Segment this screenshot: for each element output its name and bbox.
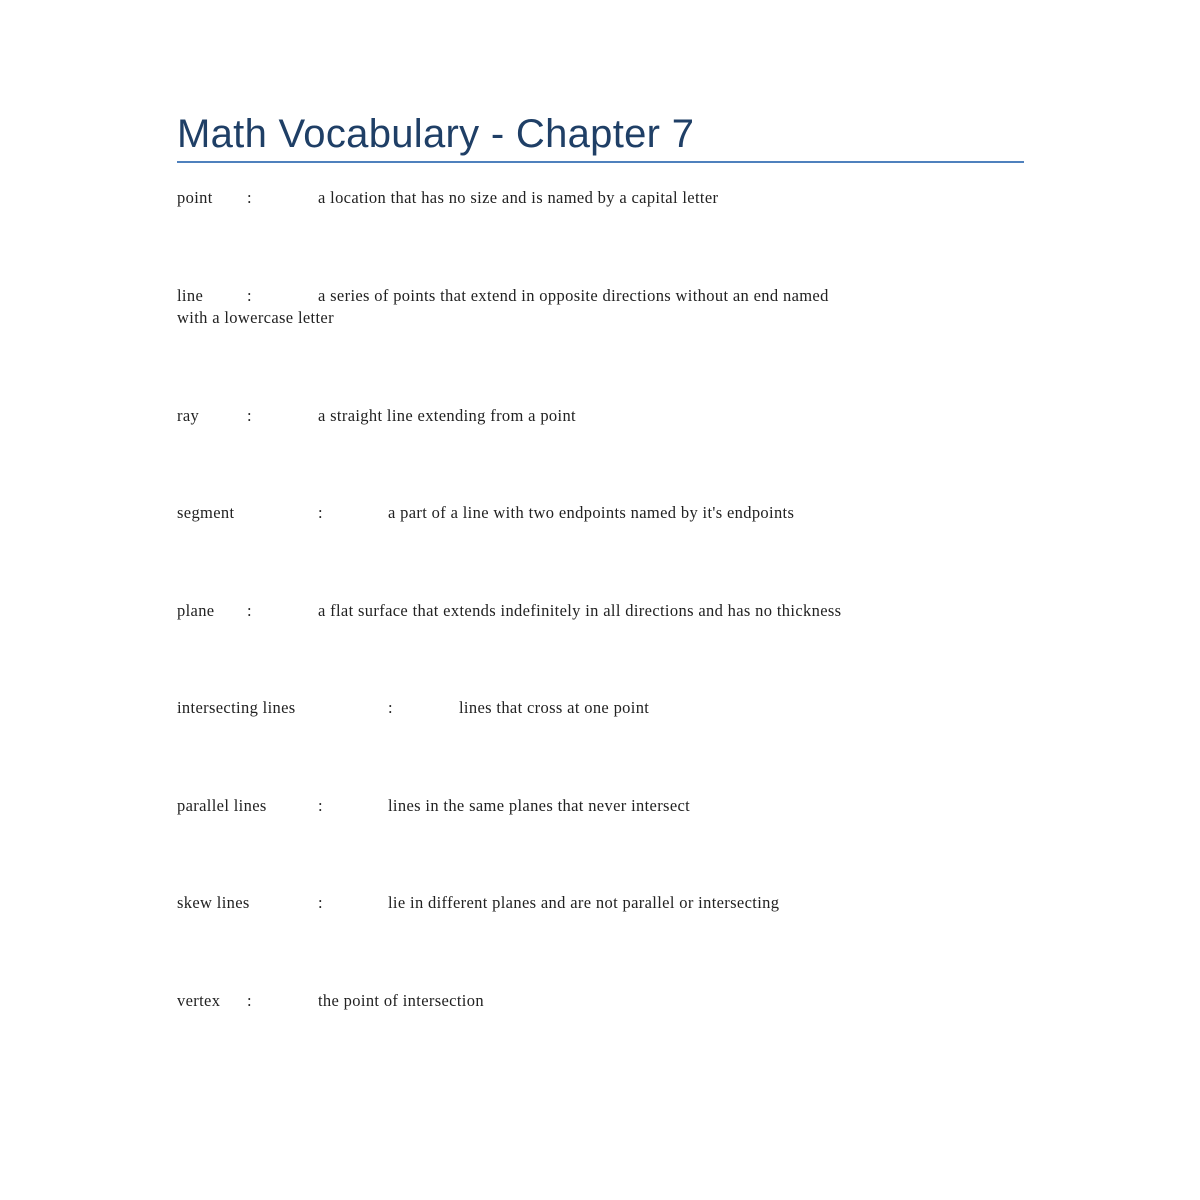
vocab-term: parallel lines xyxy=(177,796,267,815)
vocab-term: intersecting lines xyxy=(177,698,296,717)
vocab-definition: a part of a line with two endpoints named by it's endpoints xyxy=(388,503,795,522)
page-title: Math Vocabulary - Chapter 7 xyxy=(177,112,695,156)
vocab-definition-continued: with a lowercase letter xyxy=(177,308,334,327)
vocab-separator: : xyxy=(247,601,252,620)
vocab-entry-parallel-lines xyxy=(177,795,1024,817)
vocab-term: segment xyxy=(177,503,235,522)
vocab-entry-line xyxy=(177,285,1024,329)
title-underline xyxy=(177,161,1024,163)
vocab-entry-skew-lines xyxy=(177,892,1024,914)
vocab-definition: a series of points that extend in opposite directions without an end named xyxy=(318,286,829,305)
vocab-definition: a flat surface that extends indefinitely in all directions and has no thickness xyxy=(318,601,842,620)
vocab-entry-intersecting-lines xyxy=(177,697,1024,719)
vocab-separator: : xyxy=(388,698,393,717)
vocab-term: plane xyxy=(177,601,215,620)
vocab-definition: a straight line extending from a point xyxy=(318,406,576,425)
vocab-definition: lie in different planes and are not parallel or intersecting xyxy=(388,893,780,912)
vocab-definition: the point of intersection xyxy=(318,991,484,1010)
vocab-term: ray xyxy=(177,406,200,425)
vocab-entry-segment xyxy=(177,502,1024,524)
vocab-separator: : xyxy=(318,503,323,522)
vocab-separator: : xyxy=(247,991,252,1010)
vocab-separator: : xyxy=(247,188,252,207)
vocab-term: skew lines xyxy=(177,893,250,912)
vocab-definition: lines that cross at one point xyxy=(459,698,650,717)
vocab-term: vertex xyxy=(177,991,221,1010)
vocab-separator: : xyxy=(247,286,252,305)
vocab-separator: : xyxy=(318,796,323,815)
vocab-separator: : xyxy=(318,893,323,912)
vocab-entry-plane xyxy=(177,600,1024,622)
vocab-term: point xyxy=(177,188,213,207)
vocab-definition: lines in the same planes that never intersect xyxy=(388,796,691,815)
vocab-separator: : xyxy=(247,406,252,425)
vocab-entry-ray xyxy=(177,405,1024,427)
vocab-entry-point xyxy=(177,187,1024,209)
vocab-term: line xyxy=(177,286,204,305)
vocab-entry-vertex xyxy=(177,990,1024,1012)
vocab-definition: a location that has no size and is named by a capital letter xyxy=(318,188,719,207)
